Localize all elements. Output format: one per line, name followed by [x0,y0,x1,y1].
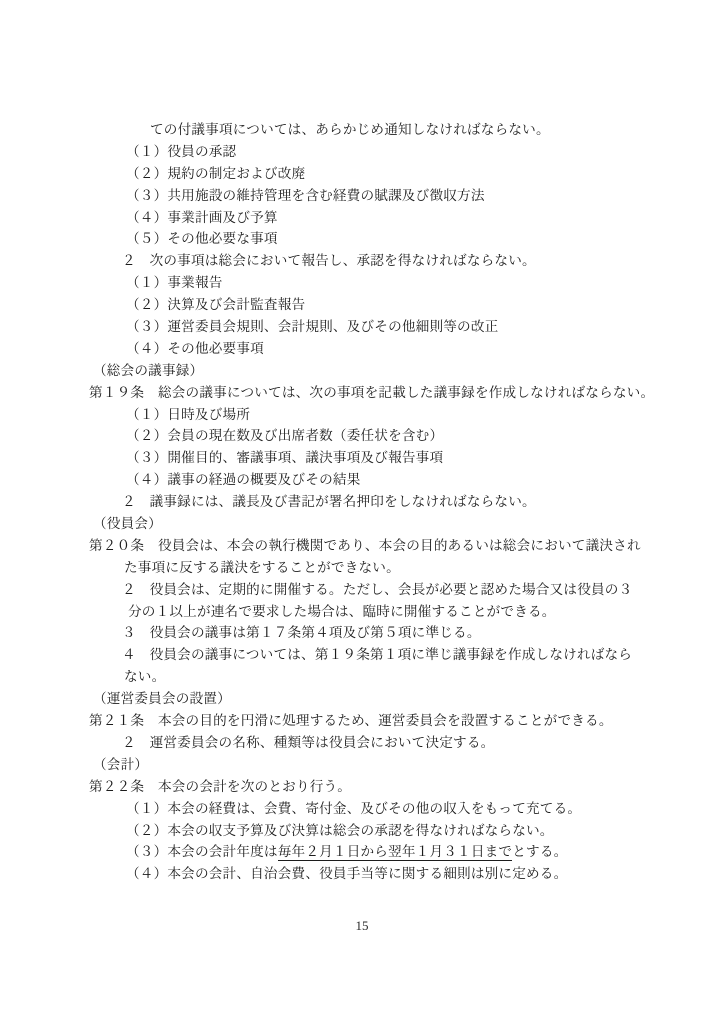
doc-line: （４）議事の経過の概要及びその結果 [126,472,361,488]
doc-line: ４ 役員会の議事については、第１９条第１項に準じ議事録を作成しなければなら [122,647,633,663]
doc-line: （２）本会の収支予算及び決算は総会の承認を得なければならない。 [126,822,554,838]
doc-line: ２ 運営委員会の名称、種類等は役員会において決定する。 [122,734,495,750]
doc-line [126,841,674,863]
doc-line: （１）本会の経費は、会費、寄付金、及びその他の収入をもって充てる。 [126,800,582,816]
doc-line: （４）事業計画及び予算 [126,209,278,225]
doc-line: ２ 議事録には、議長及び書記が署名押印をしなければならない。 [122,494,536,510]
doc-line: 分の１以上が連名で要求した場合は、臨時に開催することができる。 [128,603,556,619]
doc-line: ３ 役員会の議事は第１７条第４項及び第５項に準じる。 [122,625,481,641]
doc-line: （３）運営委員会規則、会計規則、及びその他細則等の改正 [126,319,499,335]
doc-line: （会計） [93,756,149,772]
text-segment: （３）本会の会計年度は [126,844,278,860]
doc-line: （役員会） [93,516,162,532]
doc-line: （４）本会の会計、自治会費、役員手当等に関する細則は別に定める。 [126,866,568,882]
doc-line: （１）役員の承認 [126,143,237,159]
page-number: 15 [355,918,369,933]
document-body [89,119,674,885]
doc-line: ての付議事項については、あらかじめ通知しなければならない。 [150,122,550,137]
doc-line: 第１９条 総会の議事については、次の事項を記載した議事録を作成しなければならない。 [89,384,655,400]
doc-line: （４）その他必要事項 [126,340,264,356]
doc-line: ２ 次の事項は総会において報告し、承認を得なければならない。 [122,253,536,269]
doc-line: （運営委員会の設置） [93,691,231,707]
doc-line: （１）日時及び場所 [126,406,251,422]
doc-line: （３）開催目的、審議事項、議決事項及び報告事項 [126,450,444,466]
doc-line: 第２２条 本会の会計を次のとおり行う。 [89,778,352,794]
doc-line: （２）規約の制定および改廃 [126,165,306,181]
doc-line: 第２１条 本会の目的を円滑に処理するため、運営委員会を設置することができる。 [89,713,613,729]
doc-line: ２ 役員会は、定期的に開催する。ただし、会長が必要と認めた場合又は役員の３ [122,581,633,597]
doc-line: （５）その他必要な事項 [126,231,278,247]
doc-line: （２）決算及び会計監査報告 [126,297,306,313]
doc-line: （２）会員の現在数及び出席者数（委任状を含む） [126,428,444,444]
doc-line: た事項に反する議決をすることができない。 [124,559,400,575]
underlined-text: 毎年２月１日から翌年１月３１日まで [277,844,513,860]
doc-line: 第２０条 役員会は、本会の執行機関であり、本会の目的あるいは総会において議決され [89,537,641,553]
doc-line: （総会の議事録） [93,362,204,378]
doc-line: （３）共用施設の維持管理を含む経費の賦課及び徴収方法 [126,187,485,203]
text-segment: とする。 [512,844,568,860]
doc-line: （１）事業報告 [126,275,223,291]
doc-line: ない。 [124,669,166,685]
